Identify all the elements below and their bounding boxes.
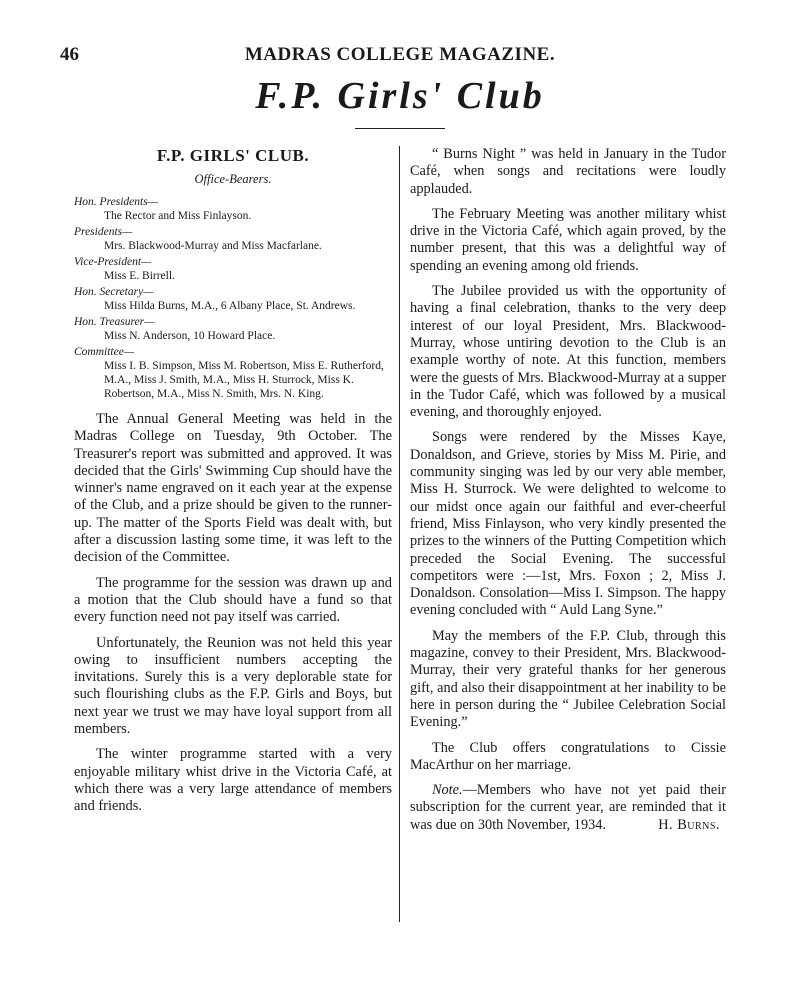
right-column: [410, 146, 726, 834]
section-title: F.P. Girls' Club: [255, 75, 545, 117]
note-paragraph: [410, 782, 726, 834]
office-names: Mrs. Blackwood-Murray and Miss Macfarlane.: [104, 240, 322, 252]
note-text: —Members who have not yet paid their subscription for the current year, are reminded that it was due on 30th November, 1934.: [410, 782, 726, 833]
column-divider: [399, 146, 400, 922]
note-label: Note.: [432, 782, 463, 799]
office-role: Committee—: [74, 346, 135, 358]
magazine-title: MADRAS COLLEGE MAGAZINE.: [244, 44, 556, 65]
office-role: Presidents—: [74, 226, 133, 238]
office-bearers-label: Office-Bearers.: [194, 172, 272, 186]
paragraph: The February Meeting was another military whist drive in the Victoria Café, which again proved, by the number present, that this was a delightful way of spending an evening among old friends.: [410, 205, 726, 274]
office-role: Vice-President—: [74, 256, 152, 268]
officers-list: [74, 195, 392, 401]
office-names: Miss N. Anderson, 10 Howard Place.: [104, 330, 276, 342]
paragraph: “ Burns Night ” was held in January in the Tudor Café, when songs and recitations were loudly applauded.: [410, 146, 726, 197]
title-rule: [355, 128, 445, 129]
paragraph: The winter programme started with a very enjoyable military whist drive in the Victoria Café, at which there was a very large attendance of members and friends.: [74, 746, 392, 815]
office-names: The Rector and Miss Finlayson.: [104, 210, 252, 222]
paragraph: Unfortunately, the Reunion was not held this year owing to insufficient numbers accepting the invitations. Surely this is a very deplorable state for such flourishing clubs as the F.P. Girls and Boys, but next year we trust we may have loyal support from all members.: [74, 634, 392, 738]
office-names: Miss E. Birrell.: [104, 270, 175, 282]
office-names: Miss Hilda Burns, M.A., 6 Albany Place, St. Andrews.: [104, 300, 356, 312]
page-number: 46: [60, 44, 79, 65]
office-role: Hon. Secretary—: [74, 286, 154, 298]
paragraph: The Club offers congratulations to Cissie MacArthur on her marriage.: [410, 739, 726, 773]
paragraph: The programme for the session was drawn up and a motion that the Club should have a fund so that every function need not pay itself was carried.: [74, 574, 392, 626]
paragraph: Songs were rendered by the Misses Kaye, Donaldson, and Grieve, stories by Miss M. Pirie, and community singing was led by our very able member, Miss H. Sturrock. We were delighted to welcome to our midst once again our faithful and ever-cheerful friend, Miss Finlayson, who very kindly presented the prizes to the winners of the Putting Competition which preceded the Social Evening. The successful competitors were :—1st, Mrs. Foxon ; 2, Miss J. Donaldson. Consolation—Miss I. Simpson. The happy evening concluded with “ Auld Lang Syne.”: [410, 429, 726, 619]
office-role: Hon. Presidents—: [74, 196, 158, 208]
paragraph: The Annual General Meeting was held in the Madras College on Tuesday, 9th October. The Treasurer's report was submitted and approved. It was decided that the Girls' Swimming Cup should have the winner's name engraved on it each year at the expense of the Club, and a prize should be given to the runner-up. The matter of the Sports Field was dealt with, but after a discussion lasting some time, it was left to the decision of the Committee.: [74, 411, 392, 566]
paragraph: The Jubilee provided us with the opportunity of having a final celebration, thanks to the very deep interest of our loyal President, Mrs. Blackwood-Murray, whose untiring devotion to the Club is an example worthy of note. At this function, members were the guests of Mrs. Blackwood-Murray at a supper in the Tudor Café, which was followed by a musical evening, and thoroughly enjoyed.: [410, 283, 726, 421]
left-column: [74, 146, 392, 824]
signature: H. Burns.: [658, 816, 720, 833]
office-names: Miss I. B. Simpson, Miss M. Robertson, Miss E. Rutherford, M.A., Miss J. Smith, M.A., Miss H. Sturrock, Miss K. Robertson, M.A., Miss N. Smith, Mrs. N. King.: [104, 360, 384, 400]
paragraph: May the members of the F.P. Club, through this magazine, convey to their President, Mrs. Blackwood-Murray, their very grateful thanks for her generous gift, and also their disappointment at her inability to be here in person during the “ Jubilee Celebration Social Evening.”: [410, 627, 726, 731]
club-heading: F.P. GIRLS' CLUB.: [156, 146, 310, 165]
office-role: Hon. Treasurer—: [74, 316, 155, 328]
